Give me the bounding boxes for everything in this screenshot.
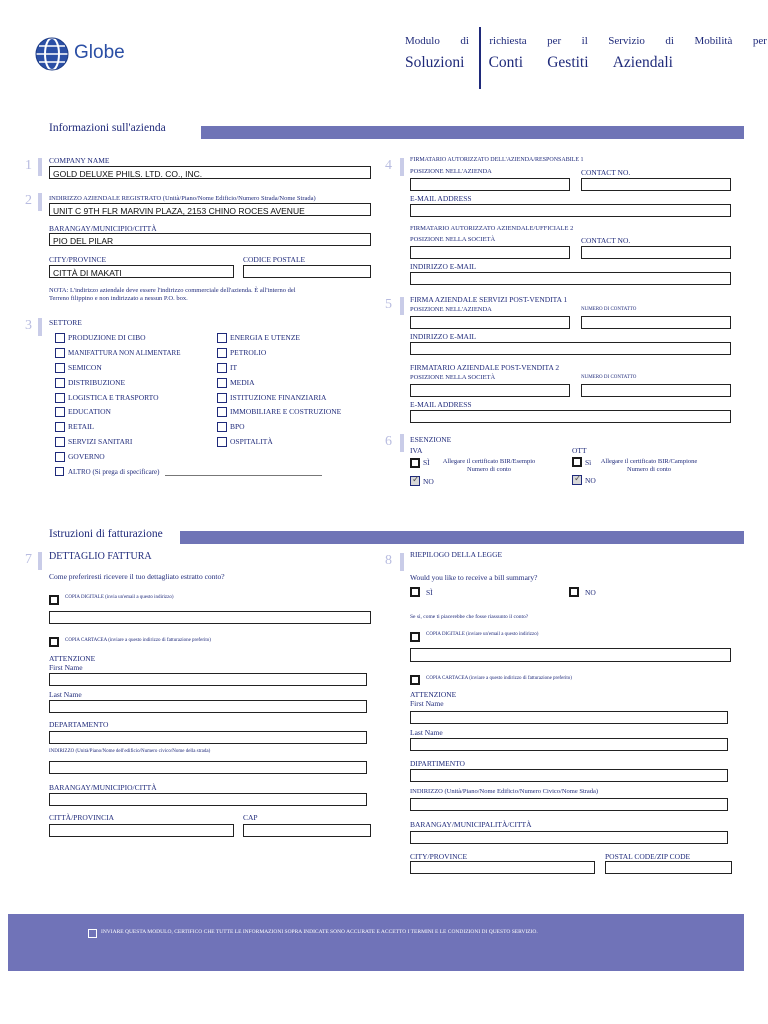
section-number-bar	[38, 318, 42, 336]
left-barangay-field[interactable]	[49, 793, 367, 806]
signatory1-email-field[interactable]	[410, 204, 731, 217]
sector-checkbox[interactable]	[217, 333, 227, 343]
aftersales2-contact-label: NUMERO DI CONTATTO	[581, 375, 637, 380]
certify-checkbox[interactable]	[88, 929, 97, 938]
title-word: richiesta	[489, 35, 527, 47]
sector-option: IT	[230, 363, 238, 372]
postal-label: CODICE POSTALE	[243, 255, 306, 264]
summary-no-checkbox[interactable]	[569, 587, 579, 597]
left-last-name-label: Last Name	[49, 690, 82, 699]
sector-option: BPO	[230, 422, 245, 431]
left-hardcopy-label: COPIA CARTACEA (inviare a questo indirizzo di fatturazione preferito)	[65, 638, 211, 643]
ott-no-checkbox[interactable]	[572, 475, 582, 485]
section-number-bar	[400, 434, 404, 452]
summary-sub-question: Se sì, come ti piacerebbe che fosse riassunto il conto?	[410, 614, 529, 620]
aftersales2-position-field[interactable]	[410, 384, 570, 397]
aftersales1-position-label: POSIZIONE NELL'AZIENDA	[410, 306, 492, 313]
section-number-bar	[400, 553, 404, 571]
signatory1-heading: FIRMATARIO AUTORIZZATO DELL'AZIENDA/RESPONSABILE 1	[410, 157, 584, 163]
aftersales2-position-label: POSIZIONE NELLA SOCIETÀ	[410, 374, 496, 381]
title-word: Mobilità	[694, 35, 733, 47]
signatory2-contact-label: CONTACT NO.	[581, 236, 631, 245]
company-name-label: COMPANY NAME	[49, 156, 110, 165]
aftersales2-heading: FIRMATARIO AZIENDALE POST-VENDITA 2	[410, 363, 560, 372]
sector-option: LOGISTICA E TRASPORTO	[68, 393, 159, 402]
section-number-bar	[400, 158, 404, 176]
barangay-field[interactable]: PIO DEL PILAR	[49, 233, 371, 246]
billing-section-bar	[180, 531, 744, 544]
sector-other-label: ALTRO (Si prega di specificare)	[68, 468, 160, 476]
sector-checkbox[interactable]	[55, 333, 65, 343]
left-department-field[interactable]	[49, 731, 367, 744]
sector-option: SEMICON	[68, 363, 102, 372]
signatory1-email-label: E-MAIL ADDRESS	[410, 194, 472, 203]
sector-option: ISTITUZIONE FINANZIARIA	[230, 393, 327, 402]
signatory2-email-field[interactable]	[410, 272, 731, 285]
sector-option: OSPITALITÀ	[230, 437, 273, 446]
signatory2-position-field[interactable]	[410, 246, 570, 259]
title-word: Soluzioni	[405, 54, 465, 71]
title-word: Gestiti	[547, 54, 589, 71]
aftersales1-contact-label: NUMERO DI CONTATTO	[581, 307, 637, 312]
section-number-bar	[38, 193, 42, 211]
right-attention-label: ATTENZIONE	[410, 690, 457, 699]
title-word: Aziendali	[612, 54, 673, 71]
section-number-bar	[38, 158, 42, 176]
signatory1-contact-label: CONTACT NO.	[581, 168, 631, 177]
title-word: di	[460, 35, 469, 47]
company-section-bar	[201, 126, 744, 139]
sector-checkbox[interactable]	[55, 407, 65, 417]
signatory1-position-field[interactable]	[410, 178, 570, 191]
right-digital-checkbox[interactable]	[410, 632, 420, 642]
left-digital-email-field[interactable]	[49, 611, 371, 624]
left-department-label: DEPARTAMENTO	[49, 720, 109, 729]
aftersales2-email-field[interactable]	[410, 410, 731, 423]
sector-option: MEDIA	[230, 378, 255, 387]
left-first-name-label: First Name	[49, 663, 83, 672]
title-word: Conti	[488, 54, 524, 71]
signatory1-position-label: POSIZIONE NELL'AZIENDA	[410, 168, 492, 175]
sector-option: SERVIZI SANITARI	[68, 437, 133, 446]
sector-checkbox[interactable]	[55, 378, 65, 388]
aftersales1-contact-field[interactable]	[581, 316, 731, 329]
signatory2-position-label: POSIZIONE NELLA SOCIETÀ	[410, 236, 496, 243]
right-city-field[interactable]	[410, 861, 595, 874]
form-title-line2	[405, 54, 673, 72]
billing-section-title: Istruzioni di fatturazione	[49, 528, 163, 540]
barangay-label: BARANGAY/MUNICIPIO/CITTÀ	[49, 224, 157, 233]
right-address-label: INDIRIZZO (Unità/Piano/Nome Edificio/Numero Civico/Nome Strada)	[410, 788, 599, 795]
right-last-name-label: Last Name	[410, 728, 443, 737]
left-barangay-label: BARANGAY/MUNICIPIO/CITTÀ	[49, 783, 157, 792]
left-address-label: INDIRIZZO (Unità/Piano/Nome dell'edificio/Numero civico/Nome della strada)	[49, 749, 211, 754]
sector-checkbox[interactable]	[55, 422, 65, 432]
bill-summary-heading: RIEPILOGO DELLA LEGGE	[410, 550, 503, 559]
certify-text: INVIARE QUESTA MODULO, CERTIFICO CHE TUTTE LE INFORMAZIONI SOPRA INDICATE SONO ACCURATE E ACCETTO I TERMINI E LE CONDIZIONI DI QUESTO SERVIZIO.	[101, 929, 538, 935]
title-word: il	[581, 35, 588, 47]
ott-no-label: NO	[585, 476, 596, 485]
signatory2-heading: FIRMATARIO AUTORIZZATO AZIENDALE/UFFICIALE 2	[410, 225, 574, 232]
signatory2-email-label: INDIRIZZO E-MAIL	[410, 262, 477, 271]
sector-option: DISTRIBUZIONE	[68, 378, 126, 387]
left-cap-label: CAP	[243, 813, 258, 822]
bill-detail-heading: DETTAGLIO FATTURA	[49, 551, 152, 562]
sector-other-checkbox[interactable]	[55, 467, 64, 476]
ott-yes-checkbox[interactable]	[572, 457, 582, 467]
brand-name: Globe	[74, 42, 125, 63]
section-number: 5	[385, 297, 392, 312]
aftersales1-email-field[interactable]	[410, 342, 731, 355]
left-digital-label: COPIA DIGITALE (invia un'email a questo indirizzo)	[65, 595, 174, 600]
section-number-bar	[400, 297, 404, 315]
aftersales1-position-field[interactable]	[410, 316, 570, 329]
sector-checkbox[interactable]	[55, 393, 65, 403]
sector-checkbox[interactable]	[217, 437, 227, 447]
title-word: Modulo	[405, 35, 440, 47]
company-name-field[interactable]: GOLD DELUXE PHILS. LTD. CO., INC.	[49, 166, 371, 179]
right-hardcopy-label: COPIA CARTACEA (inviare a questo indirizzo di fatturazione preferito)	[426, 676, 572, 681]
summary-no-label: NO	[585, 588, 596, 597]
sector-checkbox[interactable]	[217, 348, 227, 358]
title-word: Servizio	[608, 35, 645, 47]
title-word: per	[547, 35, 562, 47]
section-number: 7	[25, 552, 32, 567]
title-word: di	[665, 35, 674, 47]
left-digital-checkbox[interactable]	[49, 595, 59, 605]
summary-yes-checkbox[interactable]	[410, 587, 420, 597]
iva-yes-checkbox[interactable]	[410, 458, 420, 468]
right-city-label: CITY/PROVINCE	[410, 852, 468, 861]
signatory2-contact-field[interactable]	[581, 246, 731, 259]
exemption-label: ESENZIONE	[410, 435, 452, 444]
aftersales2-email-label: E-MAIL ADDRESS	[410, 400, 472, 409]
sector-option: PRODUZIONE DI CIBO	[68, 333, 146, 342]
iva-yes-note: Allegare il certificato BIR/Esempio Numero di conto	[442, 458, 536, 473]
iva-label: IVA	[410, 446, 423, 455]
section-number-bar	[38, 552, 42, 570]
sector-checkbox[interactable]	[55, 348, 65, 358]
sector-option: ENERGIA E UTENZE	[230, 333, 300, 342]
left-attention-label: ATTENZIONE	[49, 654, 96, 663]
left-address-field[interactable]	[49, 761, 367, 774]
left-last-name-field[interactable]	[49, 700, 367, 713]
aftersales1-email-label: INDIRIZZO E-MAIL	[410, 332, 477, 341]
sector-checkbox[interactable]	[217, 378, 227, 388]
form-title	[405, 35, 767, 72]
sector-checkbox[interactable]	[217, 407, 227, 417]
city-label: CITY/PROVINCE	[49, 255, 107, 264]
iva-no-label: NO	[423, 477, 434, 486]
right-digital-label: COPIA DIGITALE (inviare un'email a questo indirizzo)	[426, 632, 539, 637]
company-section-title: Informazioni sull'azienda	[49, 122, 166, 134]
sector-checkbox[interactable]	[55, 452, 65, 462]
left-first-name-field[interactable]	[49, 673, 367, 686]
sector-option: PETROLIO	[230, 348, 267, 357]
sector-option: GOVERNO	[68, 452, 105, 461]
ott-yes-label: Sì	[585, 458, 592, 467]
right-first-name-field[interactable]	[410, 711, 728, 724]
sector-checkbox[interactable]	[217, 422, 227, 432]
bill-detail-question: Come preferiresti ricevere il tuo dettagliato estratto conto?	[49, 572, 225, 581]
section-number: 1	[25, 158, 32, 173]
bill-summary-question: Would you like to receive a bill summary?	[410, 573, 538, 582]
summary-yes-label: SÌ	[426, 588, 433, 597]
aftersales2-contact-field[interactable]	[581, 384, 731, 397]
left-cap-field[interactable]	[243, 824, 371, 837]
sector-checkbox[interactable]	[55, 363, 65, 373]
signatory1-contact-field[interactable]	[581, 178, 731, 191]
iva-yes-label: SÌ	[423, 458, 430, 467]
sector-option: EDUCATION	[68, 407, 111, 416]
sector-checkbox[interactable]	[217, 363, 227, 373]
globe-logo	[34, 36, 154, 72]
section-number: 3	[25, 318, 32, 333]
right-postal-field[interactable]	[605, 861, 732, 874]
section-number: 8	[385, 553, 392, 568]
sector-option: MANIFATTURA NON ALIMENTARE	[68, 349, 181, 357]
aftersales1-heading: FIRMA AZIENDALE SERVIZI POST-VENDITA 1	[410, 295, 568, 304]
ott-label: OTT	[572, 446, 587, 455]
address-field[interactable]: UNIT C 9TH FLR MARVIN PLAZA, 2153 CHINO ROCES AVENUE	[49, 203, 371, 216]
form-title-line1	[405, 35, 767, 47]
title-word: per	[752, 35, 767, 47]
iva-no-checkbox[interactable]	[410, 476, 420, 486]
right-barangay-field[interactable]	[410, 831, 728, 844]
right-department-label: DIPARTIMENTO	[410, 759, 465, 768]
address-note: NOTA: L'indirizzo aziendale deve essere l'indirizzo commerciale dell'azienda. È all'interno del Terreno filippino e non indirizzato a nessun P.O. box.	[49, 287, 296, 302]
sector-label: SETTORE	[49, 318, 82, 327]
footer-band	[8, 914, 744, 971]
right-postal-label: POSTAL CODE/ZIP CODE	[605, 852, 691, 861]
sector-option: RETAIL	[68, 422, 95, 431]
right-address-field[interactable]	[410, 798, 728, 811]
section-number: 2	[25, 193, 32, 208]
left-hardcopy-checkbox[interactable]	[49, 637, 59, 647]
right-last-name-field[interactable]	[410, 738, 728, 751]
sector-option: IMMOBILIARE E COSTRUZIONE	[230, 407, 342, 416]
left-city-field[interactable]	[49, 824, 234, 837]
city-field[interactable]: CITTÀ DI MAKATI	[49, 265, 234, 278]
section-number: 6	[385, 434, 392, 449]
address-label: INDIRIZZO AZIENDALE REGISTRATO (Unità/Piano/Nome Edificio/Numero Strada/Nome Strada)	[49, 195, 316, 202]
left-city-label: CITTÀ/PROVINCIA	[49, 813, 114, 822]
right-barangay-label: BARANGAY/MUNICIPALITÀ/CITTÀ	[410, 820, 532, 829]
right-digital-email-field[interactable]	[410, 648, 731, 662]
right-department-field[interactable]	[410, 769, 728, 782]
right-first-name-label: First Name	[410, 699, 444, 708]
sector-checkbox[interactable]	[55, 437, 65, 447]
postal-field[interactable]	[243, 265, 371, 278]
globe-logo-icon	[34, 36, 70, 72]
sector-other-line[interactable]	[165, 475, 322, 476]
section-number: 4	[385, 158, 392, 173]
right-hardcopy-checkbox[interactable]	[410, 675, 420, 685]
ott-yes-note: Allegare il certificato BIR/Campione Numero di conto	[600, 458, 698, 473]
sector-checkbox[interactable]	[217, 393, 227, 403]
